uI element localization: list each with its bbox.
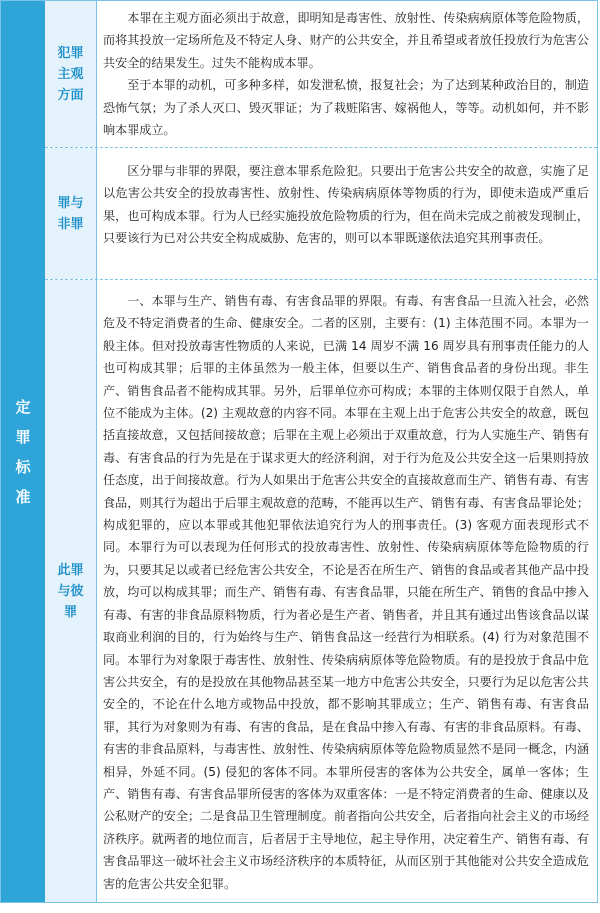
subcategory-cell xyxy=(45,280,97,902)
row-subjective-aspect xyxy=(45,1,597,147)
subcategory-label: 犯罪主观方面 xyxy=(57,45,84,103)
main-category-label: 定罪标准 xyxy=(15,397,31,506)
row-this-vs-other-crime xyxy=(45,280,597,902)
section-content xyxy=(97,148,597,279)
main-category-cell xyxy=(1,1,45,902)
paragraph: 至于本罪的动机，可多种多样，如发泄私愤，报复社会；为了达到某种政治目的，制造恐怖气氛；为了杀人灭口、毁灭罪证；为了栽赃陷害、嫁祸他人，等等。动机如何，并不影响本罪成立。 xyxy=(103,78,589,138)
subcategory-cell xyxy=(45,148,97,279)
row-crime-or-not xyxy=(45,148,597,279)
subcategory-label: 罪与非罪 xyxy=(57,195,84,232)
paragraph: 本罪在主观方面必须出于故意，即明知是毒害性、放射性、传染病病原体等危险物质，而将其投放一定场所危及不特定人身、财产的公共安全，并且希望或者放任投放行为危害公共安全的结果发生。过失不能构成本罪。 xyxy=(103,11,589,70)
paragraph: 一、本罪与生产、销售有毒、有害食品罪的界限。有毒、有害食品一旦流入社会，必然危及不特定消费者的生命、健康安全。二者的区别，主要有：(1) 主体范围不同。本罪为一般主体。但对投放毒害性物质的人来说，已满 14 周岁不满 16 周岁具有刑事责任能力的人也可构成其罪；后罪的主体虽然为一般主体，但要以生产、销售食品者的身份出现。非生产、销售食品者不能构成其罪。另外，后罪单位亦可构成；本罪的主体则仅限于自然人，单位不能成为主体。(2) 主观故意的内容不同。本罪在主观上出于危害公共安全的故意，既包括直接故意，又包括间接故意；后罪在主观上必须出于双重故意，行为人实施生产、销售有毒、有害食品的行为先是在于谋求更大的经济利润，对于行为危及公共安全这一后果则持放任态度，出于间接故意。行为人如果出于危害公共安全的直接故意而生产、销售有毒、有害食品，则其行为超出于后罪主观故意的范畴，不能再以生产、销售有毒、有害食品罪论处；构成犯罪的，应以本罪或其他犯罪依法追究行为人的刑事责任。(3) 客观方面表现形式不同。本罪行为可以表现为任何形式的投放毒害性、放射性、传染病病原体等危险物质的行为，只要其足以或者已经危害公共安全，不论是否在所生产、销售的食品或者其他产品中投放，均可以构成其罪；而生产、销售有毒、有害食品罪，只能在所生产、销售的食品中掺入有毒、有害的非食品原料物质，行为者必是生产者、销售者，并且其有通过出售该食品以谋取商业利润的目的，行为始终与生产、销售食品这一经营行为相联系。(4) 行为对象范围不同。本罪行为对象限于毒害性、放射性、传染病病原体等危险物质。有的是投放于食品中危害公共安全，有的是投放在其他物品甚至某一地方中危害公共安全，只要行为足以危害公共安全的，不论在什么地方或物品中投放，都不影响其罪成立；生产、销售有毒、有害食品罪，其行为对象则为有毒、有害的食品，是在食品中掺入有毒、有害的非食品原料。有毒、有害的非食品原料，与毒害性、放射性、传染病病原体等危险物质显然不是同一概念，内涵相异，外延不同。(5) 侵犯的客体不同。本罪所侵害的客体为公共安全，属单一客体；生产、销售有毒、有害食品罪所侵害的客体为双重客体：一是不特定消费者的生命、健康以及公私财产的安全；二是食品卫生管理制度。前者指向公共安全，后者指向社会主义的市场经济秩序。就两者的地位而言，后者居于主导地位，起主导作用，决定着生产、销售有毒、有害食品罪这一破坏社会主义市场经济秩序的本质特征，从而区别于其他能对公共安全造成危害的危害公共安全犯罪。 xyxy=(103,294,589,891)
subcategory-cell xyxy=(45,1,97,147)
subcategory-label: 此罪与彼罪 xyxy=(57,562,84,620)
paragraph: 区分罪与非罪的界限，要注意本罪系危险犯。只要出于危害公共安全的故意，实施了足以危害公共安全的投放毒害性、放射性、传染病病原体等物质的行为，即使未造成严重后果，也可构成本罪。行为人已经实施投放危险物质的行为，但在尚未完成之前被发现制止，只要该行为已对公共安全构成威胁、危害的，则可以本罪既遂依法追究其刑事责任。 xyxy=(103,164,589,246)
section-content xyxy=(97,1,597,147)
section-content xyxy=(97,280,597,902)
